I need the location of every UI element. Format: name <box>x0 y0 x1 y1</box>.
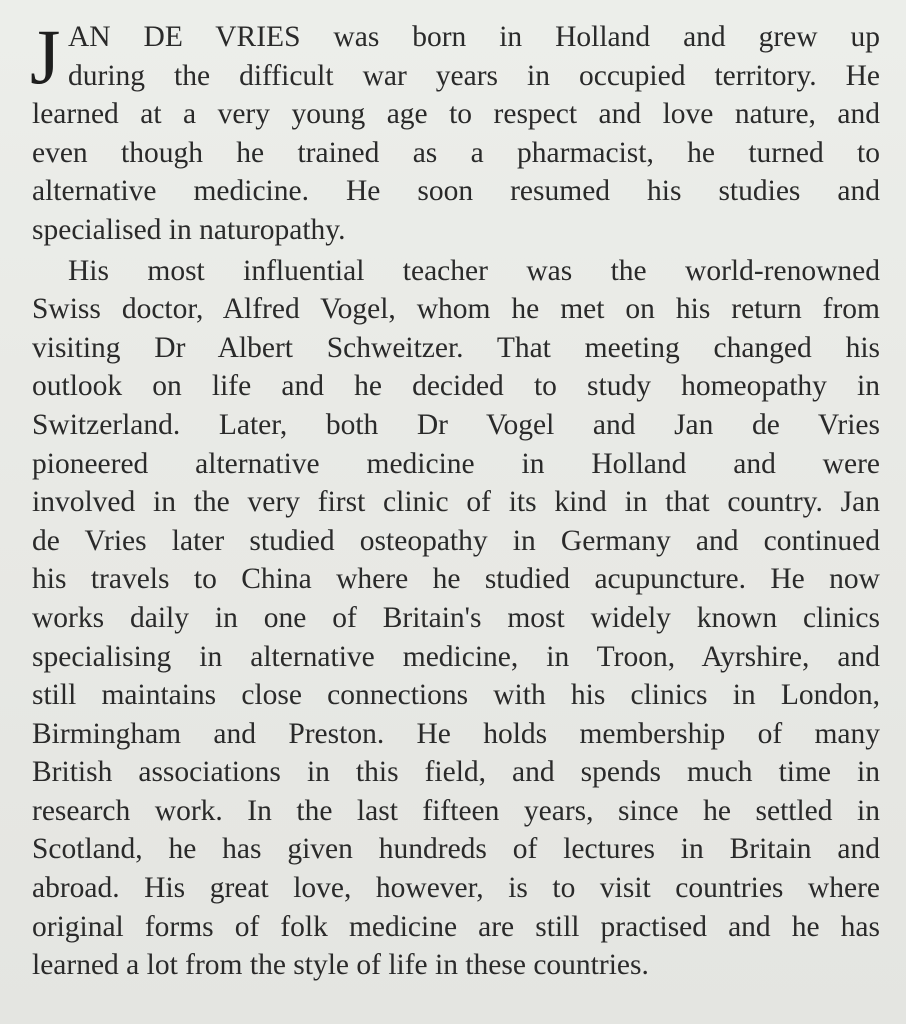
text-line: specialising in alternative medicine, in Troon, Ayrshire, and <box>32 640 880 673</box>
text-line: Scotland, he has given hundreds of lectures in Britain and <box>32 833 880 866</box>
text-line: pioneered alternative medicine in Holland and were <box>32 447 880 480</box>
text-line: Swiss doctor, Alfred Vogel, whom he met on his return from <box>32 293 880 326</box>
text-line: His most influential teacher was the world-renowned <box>68 254 880 287</box>
text-line: original forms of folk medicine are still practised and he has <box>32 910 880 943</box>
text-line: his travels to China where he studied acupuncture. He now <box>32 563 880 596</box>
text-line: still maintains close connections with his clinics in London, <box>32 679 880 712</box>
text-line: works daily in one of Britain's most widely known clinics <box>32 601 880 634</box>
paragraph-1 <box>30 13 880 250</box>
text-line: Switzerland. Later, both Dr Vogel and Jan de Vries <box>32 408 880 441</box>
text-line: visiting Dr Albert Schweitzer. That meeting changed his <box>32 331 880 364</box>
text-line: involved in the very first clinic of its kind in that country. Jan <box>32 486 880 519</box>
text-line: alternative medicine. He soon resumed his studies and <box>32 175 880 208</box>
text-line: British associations in this field, and spends much time in <box>32 756 880 789</box>
text-line: learned at a very young age to respect and love nature, and <box>32 98 880 131</box>
text-line: outlook on life and he decided to study homeopathy in <box>32 370 880 403</box>
paragraph-2 <box>32 252 880 985</box>
text-line: learned a lot from the style of life in these countries. <box>32 949 649 982</box>
text-line: Birmingham and Preston. He holds membership of many <box>32 717 880 750</box>
text-line: abroad. His great love, however, is to visit countries where <box>32 872 880 905</box>
text-line: even though he trained as a pharmacist, he turned to <box>32 136 880 169</box>
drop-cap: J <box>30 13 61 100</box>
text-line: during the difficult war years in occupied territory. He <box>68 59 880 92</box>
author-biography <box>30 13 880 985</box>
text-line: AN DE VRIES was born in Holland and grew up <box>68 21 880 53</box>
text-line: specialised in naturopathy. <box>32 213 346 246</box>
text-line: research work. In the last fifteen years, since he settled in <box>32 794 880 827</box>
text-line: de Vries later studied osteopathy in Germany and continued <box>32 524 880 557</box>
